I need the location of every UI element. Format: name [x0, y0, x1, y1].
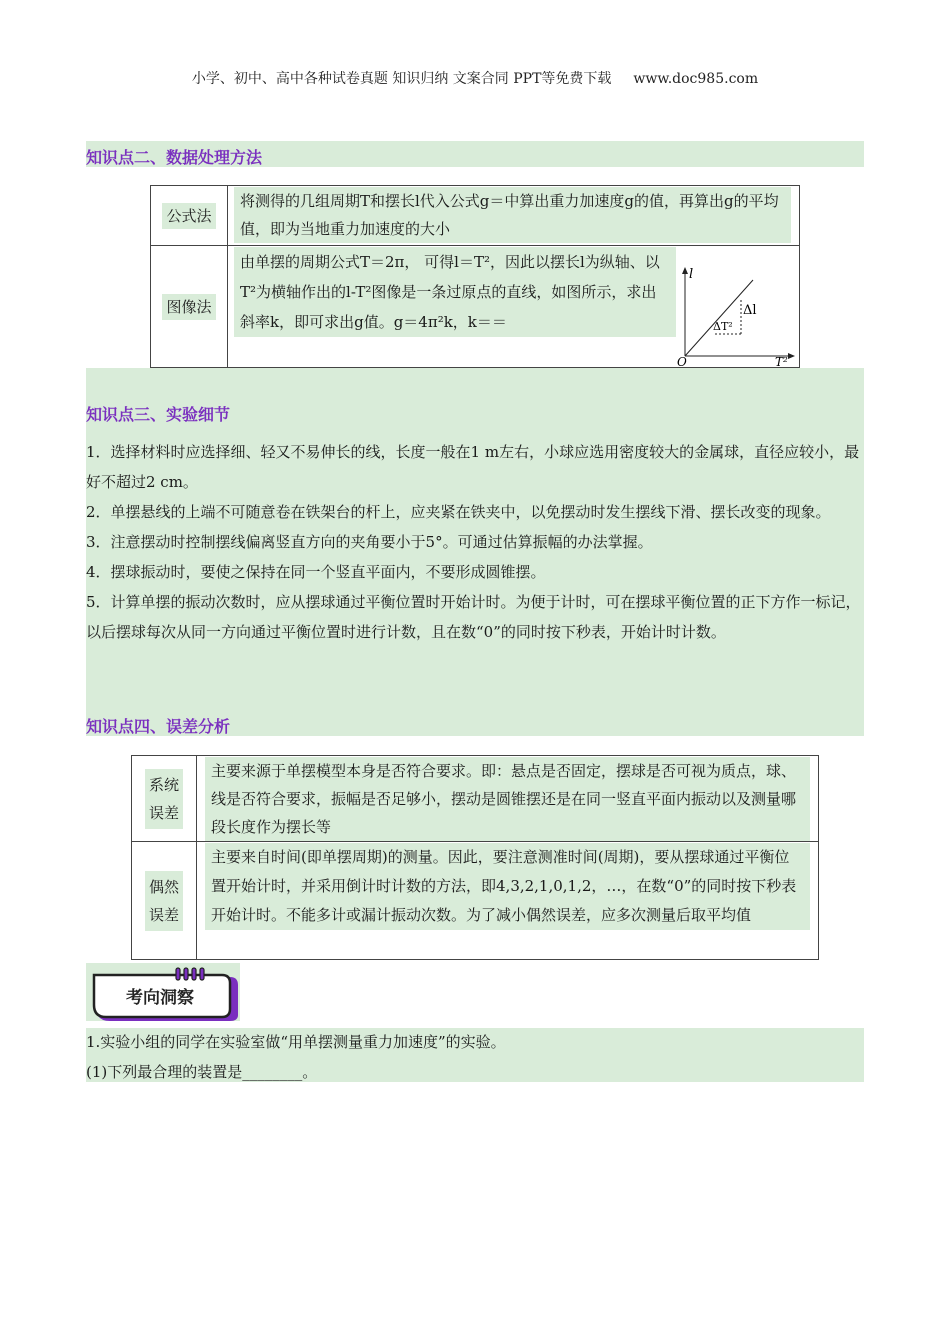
method-text: 将测得的几组周期T和摆长l代入公式g＝中算出重力加速度g的值，再算出g的平均值，即为当地重力加速度的大小: [234, 187, 791, 243]
y-axis-arrow: [682, 267, 688, 274]
section4-title: 知识点四、误差分析: [86, 717, 231, 736]
error-label: 偶然 误差: [145, 871, 183, 931]
detail-item: 4．摆球振动时，要使之保持在同一个竖直平面内，不要形成圆锥摆。: [86, 563, 546, 581]
section3-band-top: [86, 368, 864, 398]
method-label-cell: [151, 246, 228, 368]
method-text-cell: [228, 186, 800, 246]
origin-label: O: [677, 355, 687, 368]
delta-t-label: ΔT²: [713, 320, 733, 333]
method-label: 公式法: [162, 203, 215, 229]
header-text: 小学、初中、高中各种试卷真题 知识归纳 文案合同 PPT等免费下载: [191, 71, 612, 87]
section2-title: 知识点二、数据处理方法: [86, 148, 263, 167]
l-t2-graph: [675, 262, 797, 368]
header-site: www.doc985.com: [633, 71, 759, 87]
error-text-cell: [197, 842, 819, 960]
error-table: [131, 755, 819, 960]
error-label: 系统 误差: [145, 769, 183, 829]
delta-l-label: Δl: [743, 303, 757, 318]
question-line2: (1)下列最合理的装置是________。: [86, 1063, 318, 1081]
error-text: 主要来自时间(即单摆周期)的测量。因此，要注意测准时间(周期)，要从摆球通过平衡位置开始计时，并采用倒计时计数的方法，即4,3,2,1,0,1,2，…，在数“0”的同时按下秒表开始计时。不能多计或漏计振动次数。为了减小偶然误差，应多次测量后取平均值: [205, 843, 810, 930]
exam-direction-badge: [90, 965, 240, 1023]
method-label-cell: [151, 186, 228, 246]
method-label: 图像法: [162, 294, 215, 320]
x-axis-arrow: [788, 353, 795, 359]
method-text: 由单摆的周期公式T＝2π， 可得l＝T²，因此以摆长l为纵轴、以T²为横轴作出的l-T²图像是一条过原点的直线，如图所示，求出斜率k，即可求出g值。g＝4π²k，k＝＝: [234, 247, 676, 337]
detail-item: 1．选择材料时应选择细、轻又不易伸长的线，长度一般在1 m左右，小球应选用密度较大的金属球，直径应较小，最好不超过2 cm。: [86, 443, 860, 491]
error-text: 主要来源于单摆模型本身是否符合要求。即：悬点是否固定，摆球是否可视为质点，球、线是否符合要求，振幅是否足够小，摆动是圆锥摆还是在同一竖直平面内振动以及测量哪段长度作为摆长等: [205, 757, 810, 841]
detail-item: 3．注意摆动时控制摆线偏离竖直方向的夹角要小于5°。可通过估算振幅的办法掌握。: [86, 533, 653, 551]
question-line1: 1.实验小组的同学在实验室做“用单摆测量重力加速度”的实验。: [86, 1033, 506, 1051]
question: [86, 1027, 864, 1087]
x-axis-label: T²: [775, 355, 788, 368]
detail-list: [86, 437, 864, 647]
error-label-cell: [132, 842, 197, 960]
fit-line: [685, 280, 753, 356]
error-label-cell: [132, 756, 197, 842]
detail-item: 5．计算单摆的振动次数时，应从摆球通过平衡位置时开始计时。为便于计时，可在摆球平衡位置的正下方作一标记，以后摆球每次从同一方向通过平衡位置时进行计数，且在数“0”的同时按下秒表，开始计时计数。: [86, 593, 861, 641]
y-axis-label: l: [689, 267, 694, 282]
page-header: [0, 68, 950, 88]
badge-text: 考向洞察: [126, 988, 194, 1008]
detail-item: 2．单摆悬线的上端不可随意卷在铁架台的杆上，应夹紧在铁夹中，以免摆动时发生摆线下滑、摆长改变的现象。: [86, 503, 831, 521]
section3-title: 知识点三、实验细节: [86, 405, 231, 424]
error-text-cell: [197, 756, 819, 842]
